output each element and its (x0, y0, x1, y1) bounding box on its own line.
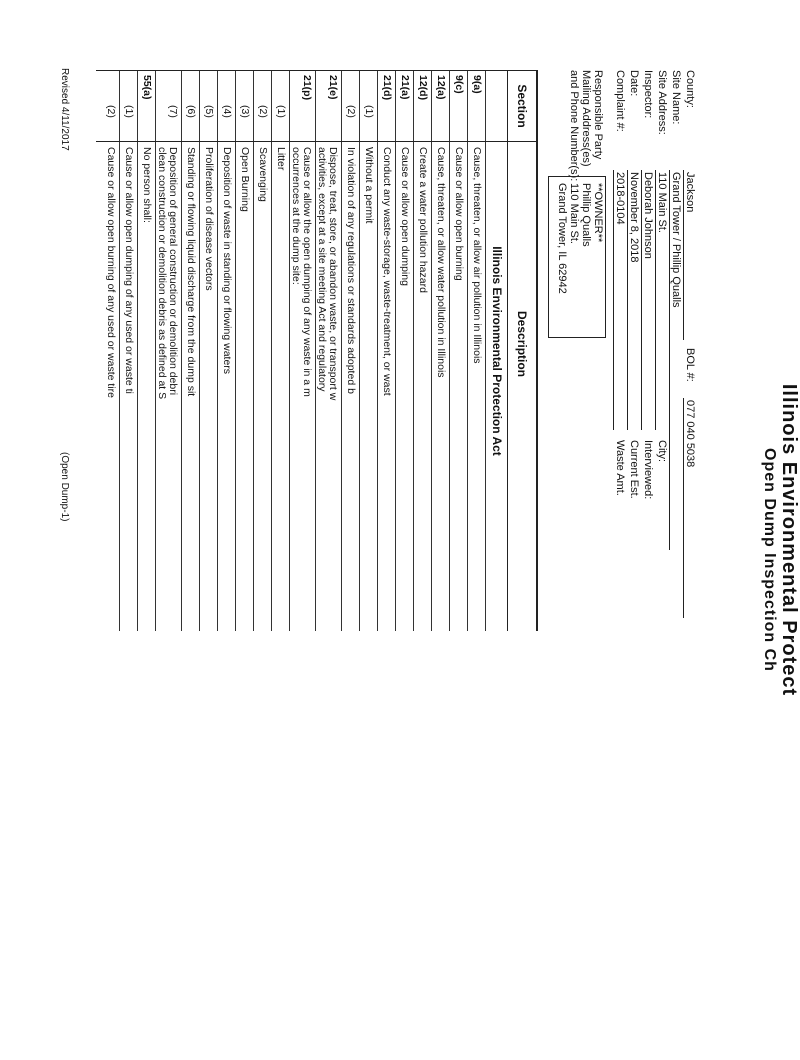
row-section: 21(d) (381, 75, 393, 101)
row-subitem: (1) (123, 105, 135, 118)
site-address-value: 110 Main St. (656, 172, 668, 233)
row-subitem: (2) (105, 105, 117, 118)
table-row (138, 71, 156, 631)
site-name-underline (669, 170, 670, 550)
table-row (236, 71, 254, 631)
row-subitem: (3) (239, 105, 251, 118)
mailing-address-label: Mailing Address(es) (580, 70, 592, 167)
row-description: Conduct any waste-storage, waste-treatment, or wast (381, 147, 393, 396)
table-row (182, 71, 200, 631)
row-subitem: (1) (363, 105, 375, 118)
date-label: Date: (628, 70, 640, 97)
row-section: 9(a) (471, 75, 483, 94)
row-description: Cause, threaten, or allow air pollution in Illinois (471, 147, 483, 364)
city-label: City: (656, 440, 668, 462)
row-section: 9(c) (453, 75, 465, 94)
row-description: Without a permit (363, 147, 375, 224)
row-description: Cause or allow the open dumping of any waste in a m (301, 147, 313, 397)
row-description: Cause or allow open burning of any used or waste tire (105, 147, 117, 398)
complaint-underline (613, 170, 614, 430)
row-description: Scavenging (257, 147, 269, 202)
phone-label: and Phone Number(s): (568, 70, 580, 182)
table-row (254, 71, 272, 631)
row-description: No person shall: (141, 147, 153, 223)
row-description: Cause, threaten, or allow water pollution in Illinois (435, 147, 447, 378)
table-row (102, 71, 120, 631)
row-subitem: (2) (345, 105, 357, 118)
row-subitem: (1) (275, 105, 287, 118)
complaint-label: Complaint #: (614, 70, 626, 132)
table-row (218, 71, 236, 631)
inspector-underline (641, 170, 642, 430)
row-subitem: (6) (185, 105, 197, 118)
violation-table (96, 70, 538, 631)
interviewed-label: Interviewed: (642, 440, 654, 500)
row-section: 21(a) (399, 75, 411, 100)
row-description: Dispose, treat, store, or abandon waste, or transport w (327, 147, 339, 401)
row-description: Deposition of general construction or demolition debri (167, 147, 179, 396)
row-subitem: (2) (257, 105, 269, 118)
row-description: Proliferation of disease vectors (203, 147, 215, 291)
row-section: 21(e) (327, 75, 339, 100)
row-description: Cause or allow open dumping of any used or waste ti (123, 147, 135, 394)
row-description: Deposition of waste in standing or flowing waters (221, 147, 233, 375)
table-row (450, 71, 468, 631)
current-est-label: Current Est. (628, 440, 640, 499)
bol-underline (683, 398, 684, 618)
row-description: Cause or allow open dumping (399, 147, 411, 286)
table-row (432, 71, 450, 631)
table-row (396, 71, 414, 631)
row-subitem: (7) (167, 105, 179, 118)
row-description: Standing or flowing liquid discharge from the dump sit (185, 147, 197, 397)
date-underline (627, 170, 628, 430)
row-description-line2: activities, except at a site meeting Act and regulatory (316, 147, 328, 392)
bol-label: BOL #: (684, 348, 696, 382)
table-row (468, 71, 486, 631)
resp-line-3: 110 Main St. (568, 183, 580, 244)
inspector-value: Deborah Johnson (642, 172, 654, 259)
site-name-label: Site Name: (670, 70, 682, 125)
act-header: Illinois Environmental Protection Act (490, 246, 504, 456)
row-description: Cause or allow open burning (453, 147, 465, 281)
table-row (342, 71, 360, 631)
inspector-label: Inspector: (642, 70, 654, 119)
table-row (378, 71, 396, 631)
row-section: 21(p) (301, 75, 313, 101)
date-value: November 8, 2018 (628, 172, 640, 263)
description-header: Description (515, 311, 529, 378)
site-address-label: Site Address: (656, 70, 668, 135)
site-address-underline (655, 170, 656, 430)
responsible-party-label: Responsible Party (592, 70, 604, 160)
row-description: Open Burning (239, 147, 251, 212)
row-description: Create a water pollution hazard (417, 147, 429, 293)
row-subitem: (5) (203, 105, 215, 118)
table-row (120, 71, 138, 631)
row-description-line2: clean construction or demolition debris as defined at S (156, 147, 168, 400)
table-row (272, 71, 290, 631)
bol-value: 077 040 5038 (684, 400, 696, 468)
county-value: Jackson (684, 172, 696, 213)
row-section: 55(a) (141, 75, 153, 100)
resp-line-1: **OWNER** (592, 183, 604, 243)
table-row (360, 71, 378, 631)
table-row (290, 71, 316, 631)
row-section: 12(a) (435, 75, 447, 100)
row-section: 12(d) (417, 75, 429, 101)
county-label: County: (684, 70, 696, 108)
resp-line-4: Grand Tower, IL 62942 (556, 183, 568, 294)
responsible-party-box (548, 176, 606, 338)
row-description-line2: occurrences at the dump site: (290, 147, 302, 285)
row-description: In violation of any regulations or standards adopted b (345, 147, 357, 394)
waste-amt-label: Waste Amt. (614, 440, 626, 496)
row-description: Litter (275, 147, 287, 171)
county-underline (683, 170, 684, 340)
table-row (316, 71, 342, 631)
document-subtitle: Open Dump Inspection Ch (761, 448, 778, 672)
document-title: Illinois Environmental Protect (778, 383, 800, 697)
revised-date: Revised 4/11/2017 (59, 68, 70, 151)
table-row (414, 71, 432, 631)
form-id: (Open Dump-1) (59, 452, 70, 522)
complaint-value: 2018-0104 (614, 172, 626, 225)
resp-line-2: Phillip Qualls (580, 183, 592, 247)
table-row (156, 71, 182, 631)
row-subitem: (4) (221, 105, 233, 118)
table-row (200, 71, 218, 631)
section-header: Section (515, 84, 529, 128)
site-name-value: Grand Tower / Phillip Qualls (670, 172, 682, 308)
